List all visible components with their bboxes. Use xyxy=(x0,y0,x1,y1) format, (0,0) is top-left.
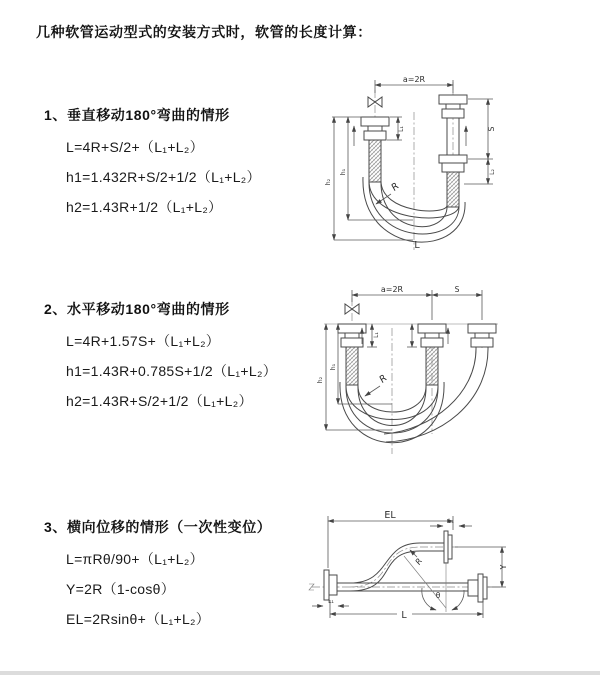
dim-label-h1: h₁ xyxy=(330,363,337,371)
section-2-heading xyxy=(44,298,277,320)
dim-label-l1: L₁ xyxy=(373,332,380,338)
section-1-number: 1、 xyxy=(44,107,67,123)
section-1-title: 垂直移动180°弯曲的情形 xyxy=(67,107,230,123)
angle-construction xyxy=(404,556,446,612)
dim-label-h1: h₁ xyxy=(340,168,347,176)
dim-label-h2: h₂ xyxy=(325,178,332,186)
dim-label-s: S xyxy=(454,285,460,294)
diagram-horizontal-bend xyxy=(312,282,574,457)
middle-pipe xyxy=(418,324,446,385)
formula-h1: h1=1.432R+S/2+1/2（L₁+L₂） xyxy=(66,169,261,185)
dim-label-a2r: a=2R xyxy=(380,285,404,294)
dim-label-l2: L₂ xyxy=(489,169,496,175)
formula-h2: h2=1.43R+1/2（L₁+L₂） xyxy=(66,199,223,215)
dim-label-y: Y xyxy=(499,564,508,570)
dim-label-a2r: a=2R xyxy=(402,75,426,84)
label-length: L xyxy=(414,240,420,251)
formula-y: Y=2R（1-cosθ） xyxy=(66,581,176,597)
dimension-lines xyxy=(312,516,506,618)
section-2 xyxy=(44,298,277,416)
section-2-number: 2、 xyxy=(44,301,67,317)
dim-label-el: EL xyxy=(384,510,396,521)
formula-length: L=4R+S/2+（L₁+L₂） xyxy=(66,139,204,155)
page-bottom-edge xyxy=(0,671,600,675)
formula-h1: h1=1.43R+0.785S+1/2（L₁+L₂） xyxy=(66,363,277,379)
straight-pipe xyxy=(337,574,487,602)
label-radius: R xyxy=(389,180,402,194)
dim-label-l1: L₁ xyxy=(398,126,405,132)
label-radius: R xyxy=(413,556,425,567)
centerlines xyxy=(352,298,482,454)
section-3-number: 3、 xyxy=(44,519,67,535)
left-flange xyxy=(324,570,337,600)
dim-label-s: S xyxy=(487,126,496,132)
diagram-lateral-displacement xyxy=(300,506,596,648)
section-3 xyxy=(44,516,271,634)
dim-label-h2: h₂ xyxy=(317,376,324,384)
label-theta: θ xyxy=(435,591,441,600)
dim-label-l1-top: L₁ xyxy=(448,518,454,525)
formula-h2: h2=1.43R+S/2+1/2（L₁+L₂） xyxy=(66,393,253,409)
section-3-formulas xyxy=(44,544,271,634)
label-radius: R xyxy=(377,372,390,386)
s-hose xyxy=(350,531,452,591)
formula-length: L=4R+1.57S+（L₁+L₂） xyxy=(66,333,221,349)
section-2-formulas xyxy=(44,326,277,416)
page-title: 几种软管运动型式的安装方式时，软管的长度计算： xyxy=(36,24,372,40)
centerlines xyxy=(375,82,453,250)
section-1 xyxy=(44,104,261,222)
formula-length: L=πRθ/90+（L₁+L₂） xyxy=(66,551,204,567)
dim-label-l1-left: L₁ xyxy=(328,598,334,605)
section-2-title: 水平移动180°弯曲的情形 xyxy=(67,301,230,317)
dimension-lines xyxy=(332,80,493,240)
diagram-vertical-bend xyxy=(318,72,568,252)
section-1-formulas xyxy=(44,132,261,222)
left-pipe xyxy=(361,117,389,182)
right-pipe xyxy=(439,95,467,207)
formula-el: EL=2Rsinθ+（L₁+L₂） xyxy=(66,611,211,627)
section-1-heading xyxy=(44,104,261,126)
section-3-title: 横向位移的情形（一次性变位） xyxy=(67,519,272,535)
section-3-heading xyxy=(44,516,271,538)
label-length: L xyxy=(401,610,407,621)
